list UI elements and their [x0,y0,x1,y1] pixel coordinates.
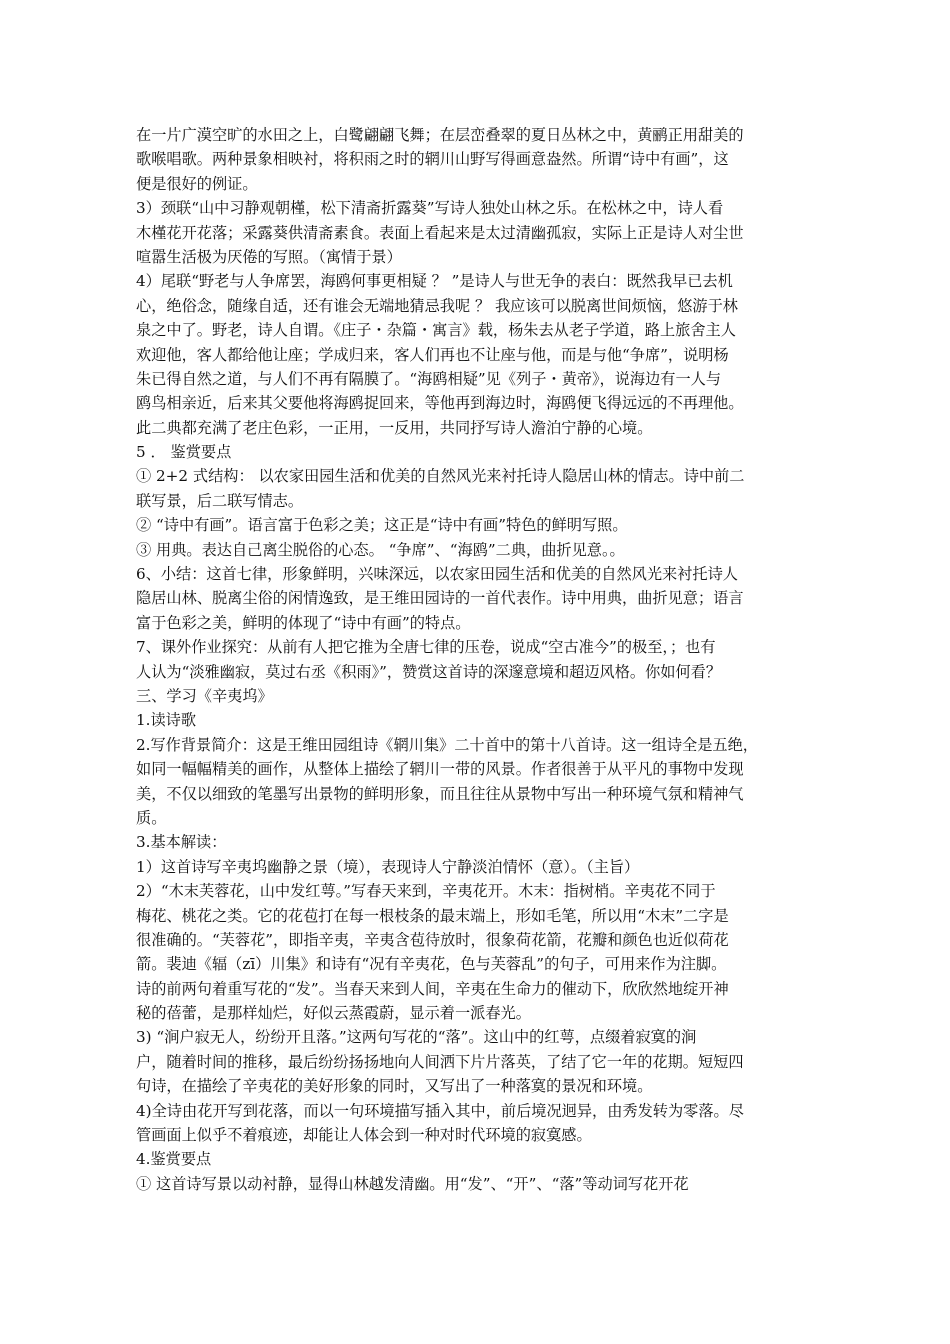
text-line: 隐居山林、脱离尘俗的闲情逸致，是王维田园诗的一首代表作。诗中用典，曲折见意；语言 [136,589,744,608]
text-line: 此二典都充满了老庄色彩，一正用，一反用，共同抒写诗人澹泊宁静的心境。 [136,418,653,437]
text-line: 诗的前两句着重写花的“发”。当春天来到人间，辛夷在生命力的催动下，欣欣然地绽开神 [136,979,729,998]
list-item: ① 这首诗写景以动衬静，显得山林越发清幽。用“发”、“开”、“落”等动词写花开花 [136,1174,689,1193]
text-line: 4)全诗由花开写到花落，而以一句环境描写插入其中，前后境况迥异，由秀发转为零落。尽 [136,1101,744,1120]
text-line: 质。 [136,808,167,827]
text-line: 如同一幅幅精美的画作，从整体上描绘了辋川一带的风景。作者很善于从平凡的事物中发现 [136,760,744,779]
section-heading: 三、学习《辛夷坞》 [136,686,273,705]
text-line: 管画面上似乎不着痕迹，却能让人体会到一种对时代环境的寂寞感。 [136,1126,592,1145]
text-line: 人认为“淡雅幽寂，莫过右丞《积雨》”，赞赏这首诗的深邃意境和超迈风格。你如何看？ [136,662,722,681]
text-line: 7、课外作业探究：从前有人把它推为全唐七律的压卷，说成“空古准今”的极至，；也有 [136,638,716,657]
list-item: ① 2+2 式结构： 以农家田园生活和优美的自然风光来衬托诗人隐居山林的情志。诗中前二 [136,467,745,486]
text-line: 户，随着时间的推移，最后纷纷扬扬地向人间洒下片片落英，了结了它一年的花期。短短四 [136,1052,744,1071]
text-line: 便是很好的例证。 [136,174,258,193]
text-line: 秘的蓓蕾，是那样灿烂，好似云蒸霞蔚，显示着一派春光。 [136,1004,531,1023]
section-heading: 5 ． 鉴赏要点 [136,443,232,462]
text-line: 箭。裴迪《辐（zī）川集》和诗有“况有辛夷花，色与芙蓉乱”的句子，可用来作为注脚。 [136,955,727,974]
text-line: 很准确的。“芙蓉花”，即指辛夷，辛夷含苞待放时，很象荷花箭，花瓣和颜色也近似荷花 [136,930,729,949]
list-item: ② “诗中有画”。语言富于色彩之美；这正是“诗中有画”特色的鲜明写照。 [136,516,628,535]
subsection-heading: 3.基本解读： [136,833,227,852]
list-item: ③ 用典。表达自己离尘脱俗的心态。 “争席”、“海鸥”二典，曲折见意。。 [136,540,625,559]
subsection-heading: 1.读诗歌 [136,711,197,730]
text-line: 木槿花开花落；采露葵供清斋素食。表面上看起来是太过清幽孤寂，实际上正是诗人对尘世 [136,223,744,242]
text-line: 1）这首诗写辛夷坞幽静之景（境），表现诗人宁静淡泊情怀（意）。（主旨） [136,857,640,876]
text-line: 4）尾联“野老与人争席罢，海鸥何事更相疑 ？ ”是诗人与世无争的表白：既然我早已去机 [136,272,733,291]
text-line: 欢迎他，客人都给他让座；学成归来，客人们再也不让座与他，而是与他“争席”，说明杨 [136,345,729,364]
text-line: 在一片广漠空旷的水田之上，白鹭翩翩飞舞；在层峦叠翠的夏日丛林之中，黄鹂正用甜美的 [136,126,744,144]
text-line: 3）颈联“山中习静观朝槿，松下清斋折露葵”写诗人独处山林之乐。在松林之中，诗人看 [136,199,724,218]
text-line: 梅花、桃花之类。它的花苞打在每一根枝条的最末端上，形如毛笔，所以用“木末”二字是 [136,906,729,925]
text-line: 喧嚣生活极为厌倦的写照。（寓情于景） [136,247,402,266]
text-line: 泉之中了。野老，诗人自谓。《庄子・杂篇・寓言》载，杨朱去从老子学道，路上旅舍主人 [136,321,736,340]
subsection-heading: 4.鉴赏要点 [136,1150,212,1169]
text-line: 3) “涧户寂无人，纷纷开且落。”这两句写花的“落”。这山中的红萼，点缀着寂寞的涧 [136,1028,697,1047]
text-line: 富于色彩之美，鲜明的体现了“诗中有画”的特点。 [136,613,471,632]
text-line: 朱已得自然之道，与人们不再有隔膜了。“海鸥相疑”见《列子・黄帝》，说海边有一人与 [136,369,722,388]
document-body [136,123,816,1196]
text-line: 6、小结：这首七律，形象鲜明，兴味深远，以农家田园生活和优美的自然风光来衬托诗人 [136,565,738,584]
text-line: 鸥鸟相亲近，后来其父要他将海鸥捉回来，等他再到海边时，海鸥便飞得远远的不再理他。 [136,394,744,413]
text-line: 联写景，后二联写情志。 [136,491,304,510]
text-line: 歌喉唱歌。两种景象相映衬，将积雨之时的辋川山野写得画意盎然。所谓“诗中有画”，这 [136,150,729,169]
text-line: 句诗，在描绘了辛夷花的美好形象的同时，又写出了一种落寞的景况和环境。 [136,1077,653,1096]
text-line: 2.写作背景简介：这是王维田园组诗《辋川集》二十首中的第十八首诗。这一组诗全是五绝， [136,735,758,754]
text-line: 美，不仅以细致的笔墨写出景物的鲜明形象，而且往往从景物中写出一种环境气氛和精神气 [136,784,744,803]
text-line: 2）“木末芙蓉花，山中发红萼。”写春天来到，辛夷花开。木末：指树梢。辛夷花不同于 [136,882,716,901]
text-line: 心，绝俗念，随缘自适，还有谁会无端地猜忌我呢 ？ 我应该可以脱离世间烦恼，悠游于林 [136,296,738,315]
